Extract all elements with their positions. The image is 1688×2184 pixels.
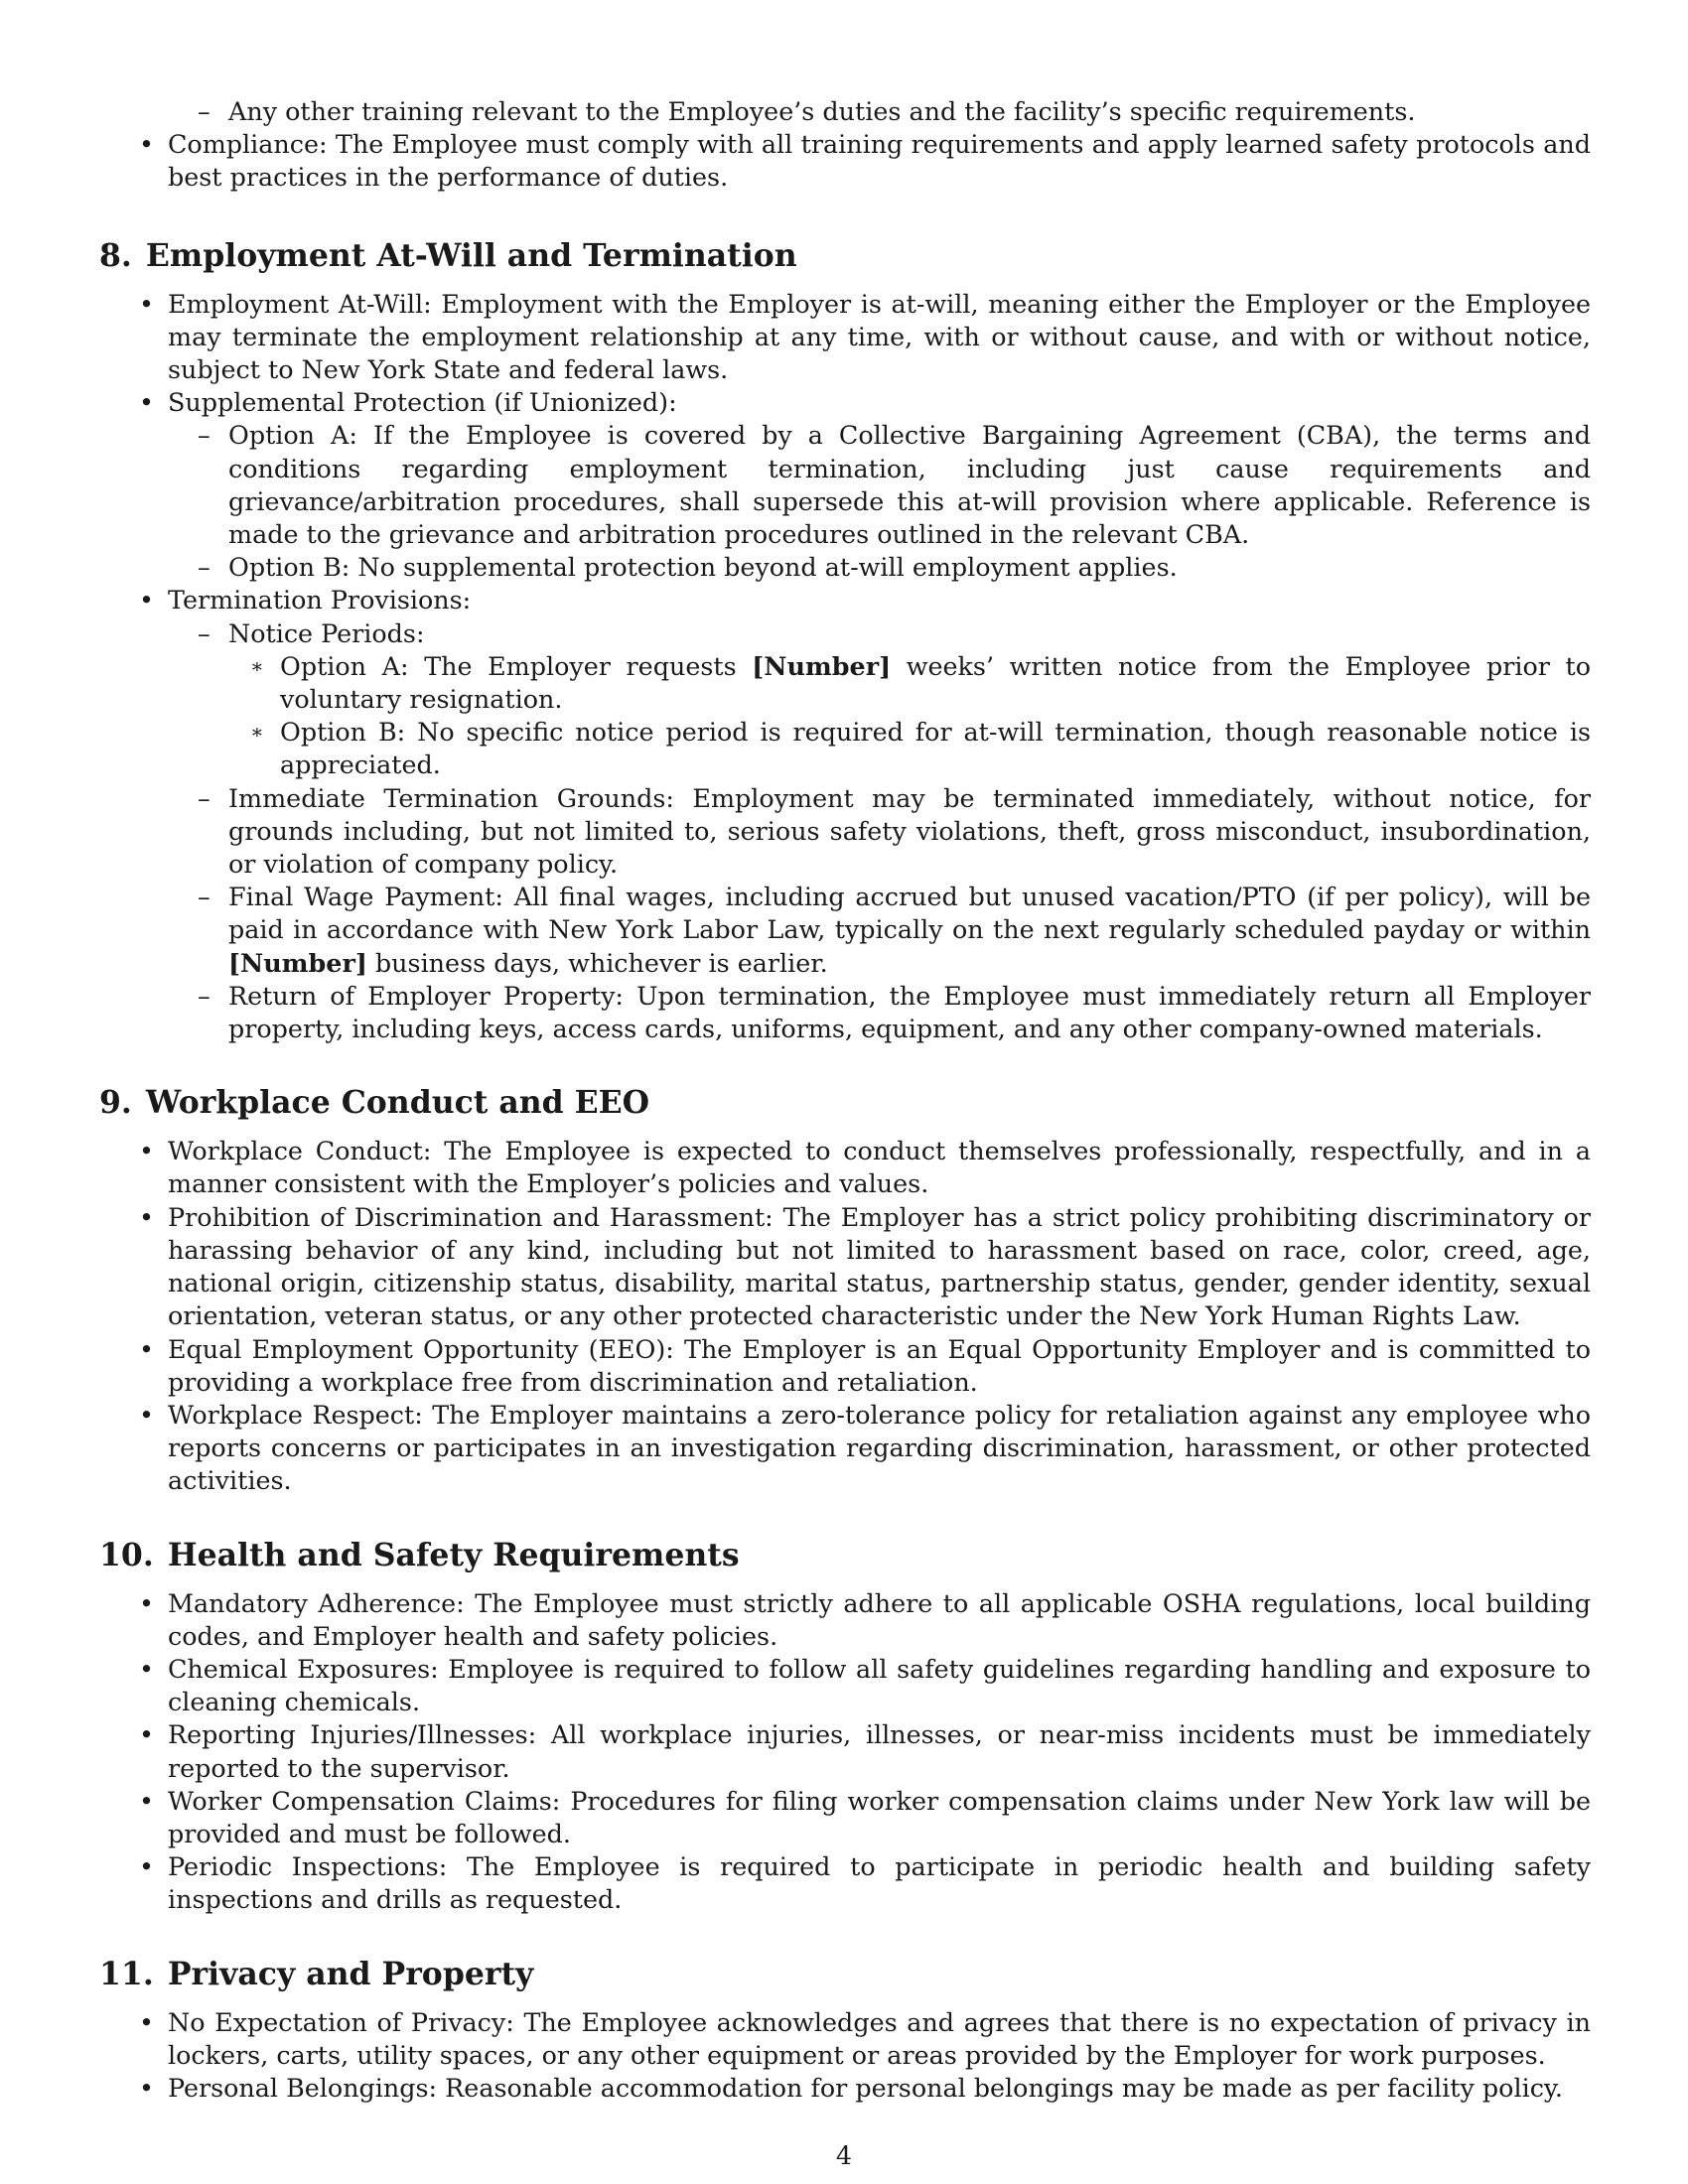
section-heading: 11. Privacy and Property	[99, 1955, 534, 1992]
list-item: • Mandatory Adherence: The Employee must strictly adhere to all applicable OSHA regulations, local building codes, and Employer health and safety policies.	[139, 1587, 1591, 1651]
list-item: – Return of Employer Property: Upon termination, the Employee must immediately return all Employer property, including keys, access cards, uniforms, equipment, and any other company-owned materials.	[198, 980, 1591, 1044]
asterisk-marker: ∗	[250, 653, 264, 678]
page-number: 4	[835, 2140, 853, 2170]
section-heading: 10. Health and Safety Requirements	[99, 1536, 740, 1573]
dash-marker: –	[198, 96, 211, 126]
list-item: • Prohibition of Discrimination and Harassment: The Employer has a strict policy prohibiting discriminatory or harassing behavior of any kind, including but not limited to harassment based on race, color, creed, age, national origin, citizenship status, disability, marital status, partnership status, gender, gender identity, sexual orientation, veteran status, or any other protected characteristic under the New York Human Rights Law.	[139, 1201, 1591, 1331]
list-item: • Periodic Inspections: The Employee is required to participate in periodic health and building safety inspections and drills as requested.	[139, 1851, 1591, 1915]
bullet-marker: •	[139, 387, 154, 418]
section-heading: 9. Workplace Conduct and EEO	[99, 1084, 650, 1122]
list-item: – Immediate Termination Grounds: Employment may be terminated immediately, without notice, for grounds including, but not limited to, serious safety violations, theft, gross misconduct, insubordination, or violation of company policy.	[198, 782, 1591, 880]
list-item: • Chemical Exposures: Employee is required to follow all safety guidelines regarding handling and exposure to cleaning chemicals.	[139, 1653, 1591, 1717]
placeholder-number: [Number]	[752, 650, 892, 681]
list-item: – Option A: If the Employee is covered by a Collective Bargaining Agreement (CBA), the terms and conditions regarding employment termination, including just cause requirements and grievance/arbitration procedures, shall supersede this at-will provision where applicable. Reference is made to the grievance and arbitration procedures outlined in the relevant CBA.	[198, 420, 1591, 550]
list-item: – Final Wage Payment: All final wages, including accrued but unused vacation/PTO (if per policy), will be paid in accordance with New York Labor Law, typically on the next regularly scheduled payday or within [Number] business days, whichever is earlier.	[198, 882, 1591, 978]
dash-marker: –	[198, 980, 211, 1011]
bullet-marker: •	[139, 585, 154, 615]
dash-marker: –	[198, 552, 211, 583]
asterisk-marker: ∗	[250, 720, 264, 745]
dash-marker: –	[198, 617, 211, 648]
list-item: • Termination Provisions:	[99, 584, 1591, 616]
section-heading: 8. Employment At-Will and Termination	[99, 236, 797, 274]
list-item: ∗ Option A: The Employer requests [Number] weeks’ written notice from the Employee prior to voluntary resignation.	[250, 650, 1591, 715]
dash-marker: –	[198, 782, 211, 813]
placeholder-number: [Number]	[228, 947, 367, 978]
list-item: – Option B: No supplemental protection beyond at-will employment applies.	[99, 551, 1591, 584]
list-item: ∗ Option B: No specific notice period is required for at-will termination, though reasonable notice is appreciated.	[250, 717, 1591, 780]
list-item: – Notice Periods:	[99, 617, 1591, 650]
list-item: • Employment At-Will: Employment with the Employer is at-will, meaning either the Employer or the Employee may terminate the employment relationship at any time, with or without cause, and with or without notice, subject to New York State and federal laws.	[139, 288, 1591, 385]
document-page	[99, 95, 1591, 2105]
bullet-marker: •	[139, 129, 154, 160]
list-item: • Worker Compensation Claims: Procedures for filing worker compensation claims under New York law will be provided and must be followed.	[139, 1785, 1591, 1848]
bullet-marker: •	[139, 288, 154, 319]
list-item: • No Expectation of Privacy: The Employee acknowledges and agrees that there is no expectation of privacy in lockers, carts, utility spaces, or any other equipment or areas provided by the Employer for work purposes.	[139, 2006, 1591, 2070]
dash-marker: –	[198, 882, 211, 912]
list-item: • Compliance: The Employee must comply with all training requirements and apply learned safety protocols and best practices in the performance of duties.	[139, 129, 1591, 193]
list-item: • Supplemental Protection (if Unionized):	[99, 386, 1591, 419]
list-item: • Workplace Respect: The Employer maintains a zero-tolerance policy for retaliation against any employee who reports concerns or participates in an investigation regarding discrimination, harassment, or other protected activities.	[139, 1399, 1591, 1496]
list-item: • Personal Belongings: Reasonable accommodation for personal belongings may be made as per facility policy.	[139, 2072, 1563, 2103]
dash-marker: –	[198, 420, 211, 451]
list-item: • Workplace Conduct: The Employee is expected to conduct themselves professionally, respectfully, and in a manner consistent with the Employer’s policies and values.	[139, 1136, 1591, 1199]
list-item: – Any other training relevant to the Employee’s duties and the facility’s specific requirements.	[99, 95, 1591, 128]
list-item: • Reporting Injuries/Illnesses: All workplace injuries, illnesses, or near-miss incidents must be immediately reported to the supervisor.	[139, 1719, 1591, 1783]
list-item: • Equal Employment Opportunity (EEO): The Employer is an Equal Opportunity Employer and is committed to providing a workplace free from discrimination and retaliation.	[139, 1333, 1591, 1397]
